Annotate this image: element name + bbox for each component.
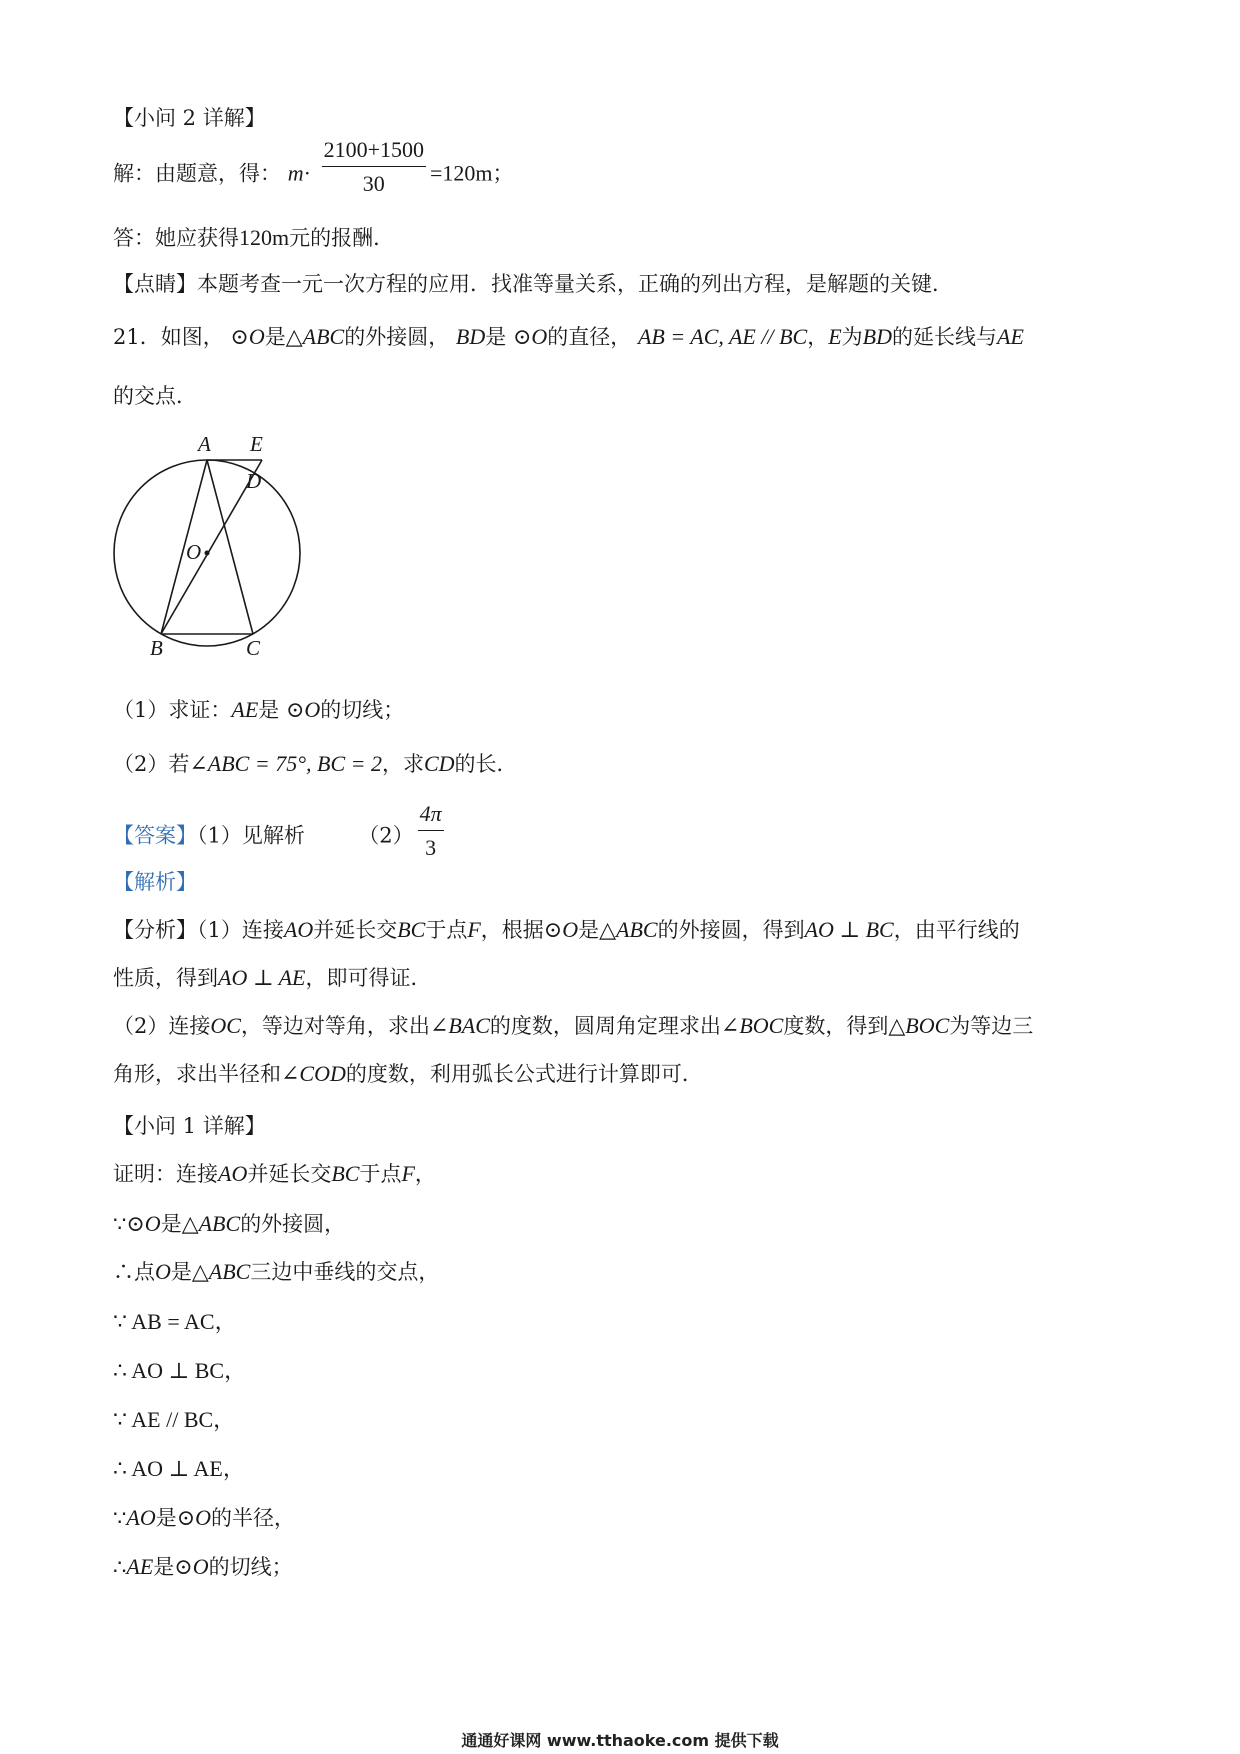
label-a: A: [198, 432, 211, 456]
label-d: D: [246, 469, 262, 493]
text: ，: [414, 1162, 436, 1186]
geometry-figure: [104, 432, 314, 662]
q2-answer: 答：她应获得: [113, 226, 239, 250]
point-f: F: [401, 1161, 415, 1186]
line-ae: AE: [126, 1554, 154, 1579]
proof-line-9: [113, 1553, 293, 1581]
q2-answer-suffix: 元的报酬．: [289, 226, 395, 250]
analysis-label: 【解析】: [113, 870, 197, 894]
circle-o: ⊙O: [512, 324, 548, 349]
proof-line-8: [113, 1504, 295, 1532]
fraction-den: 3: [425, 835, 437, 860]
point-o: O: [155, 1259, 171, 1284]
proof-line-6: ∵ AE // BC，: [113, 1407, 236, 1432]
label-c: C: [246, 636, 261, 660]
text: ，即可得证．: [305, 966, 432, 990]
q2-answer-line: [113, 224, 394, 252]
text: 三边中垂线的交点，: [250, 1260, 440, 1284]
text: ，根据: [480, 918, 544, 942]
text: 是: [153, 1555, 175, 1579]
text: 的切线；: [208, 1555, 293, 1579]
q2-frac-den: 30: [362, 171, 385, 196]
text: ，由平行线的: [893, 918, 1020, 942]
proof-line-3: [113, 1258, 439, 1286]
page-footer: 通通好课网 www.tthaoke.com 提供下载: [461, 1731, 779, 1750]
part-1: [113, 696, 404, 724]
text: 并延长交: [247, 1162, 332, 1186]
text: 的长．: [454, 752, 518, 776]
segment-ao: AO: [283, 917, 314, 942]
q2-solution: [113, 137, 514, 198]
answer-line: [113, 801, 448, 862]
because-symbol: ∵: [113, 1506, 127, 1530]
center-point: [205, 551, 210, 556]
proof-line-4: ∵ AB = AC，: [113, 1309, 237, 1334]
problem-number: 21．如图，: [113, 325, 224, 349]
proof-line-7: ∴ AO ⊥ AE，: [113, 1456, 245, 1481]
angle-boc: ∠BOC: [720, 1013, 784, 1038]
point-f: F: [467, 917, 481, 942]
text: 的外接圆，: [240, 1212, 346, 1236]
answer-fraction: [418, 800, 444, 862]
q2-result: =120m: [430, 160, 493, 186]
circle-o: ⊙O: [230, 324, 265, 349]
proof-line-1: [113, 1160, 436, 1188]
text: 是: [264, 325, 286, 349]
text: ，求: [381, 752, 424, 776]
circle-o: ⊙O: [176, 1505, 212, 1530]
line-ae: AE: [231, 697, 259, 722]
text: 的直径，: [547, 325, 632, 349]
text: 的外接圆，: [344, 325, 450, 349]
text: 是: [155, 1506, 177, 1530]
circle-o: ⊙O: [126, 1211, 161, 1236]
condition: AB = AC, AE // BC: [637, 324, 808, 349]
text: 是: [160, 1212, 182, 1236]
analysis-line-1: [113, 916, 1020, 944]
text: 是: [258, 698, 280, 722]
q2-header: 【小问 2 详解】: [113, 106, 266, 130]
text: 于点: [425, 918, 468, 942]
q2-m: m: [287, 160, 304, 186]
label-o: O: [186, 540, 202, 564]
segment-bd: BD: [862, 324, 892, 349]
text: 的度数，利用弧长公式进行计算即可．: [345, 1062, 703, 1086]
text: 角形，求出半径和: [113, 1062, 281, 1086]
problem-21-statement-2: 的交点．: [113, 384, 197, 408]
because-symbol: ∵: [113, 1212, 127, 1236]
math: ∠ABC = 75°, BC = 2: [189, 751, 382, 776]
q2-frac-num: 2100+1500: [322, 136, 426, 167]
fraction-num: 4π: [418, 800, 444, 831]
line-ae: AE: [997, 324, 1024, 349]
text: 性质，得到: [113, 966, 218, 990]
text: 是: [485, 325, 507, 349]
label-b: B: [150, 636, 163, 660]
analysis-line-2: [113, 964, 432, 992]
circle-o: ⊙O: [543, 917, 579, 942]
problem-21-statement: [113, 323, 1024, 351]
label-e: E: [250, 432, 263, 456]
therefore-symbol: ∴: [113, 1260, 134, 1284]
angle-cod: ∠COD: [281, 1061, 346, 1086]
text: 点: [134, 1260, 155, 1284]
answer-part-2: （2）: [358, 823, 414, 848]
text: ，: [807, 325, 829, 349]
analysis-line-4: [113, 1060, 703, 1088]
segment-oc: OC: [210, 1013, 241, 1038]
triangle-abc: △ABC: [191, 1259, 251, 1284]
answer-part-1: （1）见解析: [197, 823, 305, 848]
text: 【分析】（1）连接: [113, 918, 284, 942]
text: 是: [578, 918, 600, 942]
text: 是: [170, 1260, 192, 1284]
q2-solution-prefix: 解：由题意，得：: [113, 161, 281, 186]
q2-answer-math: 120m: [239, 225, 290, 250]
text: 证明：连接: [113, 1162, 218, 1186]
q2-suffix: ；: [492, 161, 514, 186]
text: （2）连接: [113, 1014, 211, 1038]
circle-o: ⊙O: [174, 1554, 209, 1579]
text: （2）若: [113, 752, 190, 776]
triangle-abc: △ABC: [599, 917, 658, 942]
triangle-abc: △ABC: [181, 1211, 241, 1236]
answer-label: 【答案】: [113, 823, 197, 848]
text: ，等边对等角，求出: [240, 1014, 430, 1038]
angle-bac: ∠BAC: [429, 1013, 490, 1038]
text: 的半径，: [211, 1506, 296, 1530]
triangle-boc: △BOC: [888, 1013, 950, 1038]
segment-ao: AO: [126, 1505, 156, 1530]
segment-ao: AO: [218, 1161, 248, 1186]
segment-bc: BC: [397, 917, 426, 942]
part-2: [113, 750, 518, 778]
analysis-line-3: [113, 1012, 1033, 1040]
math: AO ⊥ BC: [804, 917, 894, 942]
proof-line-2: [113, 1210, 345, 1238]
q2-comment: 【点睛】本题考查一元一次方程的应用．找准等量关系，正确的列出方程，是解题的关键．: [113, 272, 953, 296]
segment-cd: CD: [423, 751, 455, 776]
q2-fraction: [322, 136, 426, 198]
proof-header: 【小问 1 详解】: [113, 1114, 266, 1138]
text: 为等边三: [949, 1014, 1034, 1038]
text: 并延长交: [313, 918, 398, 942]
point-e: E: [828, 324, 842, 349]
segment-bd: BD: [455, 324, 486, 349]
text: 为: [841, 325, 863, 349]
segment-bc: BC: [331, 1161, 360, 1186]
triangle-abc: △ABC: [285, 324, 345, 349]
text: 的延长线与: [892, 325, 997, 349]
text: 的外接圆，得到: [657, 918, 805, 942]
proof-line-5: ∴ AO ⊥ BC，: [113, 1358, 247, 1383]
therefore-symbol: ∴: [113, 1555, 127, 1579]
text: 的切线；: [320, 698, 405, 722]
q2-dot: ·: [303, 160, 311, 186]
text: 的度数，圆周角定理求出: [489, 1014, 721, 1038]
math: AO ⊥ AE: [218, 965, 306, 990]
text: （1）求证：: [113, 698, 232, 722]
text: 度数，得到: [783, 1014, 889, 1038]
circle-o: ⊙O: [285, 697, 321, 722]
text: 于点: [359, 1162, 402, 1186]
